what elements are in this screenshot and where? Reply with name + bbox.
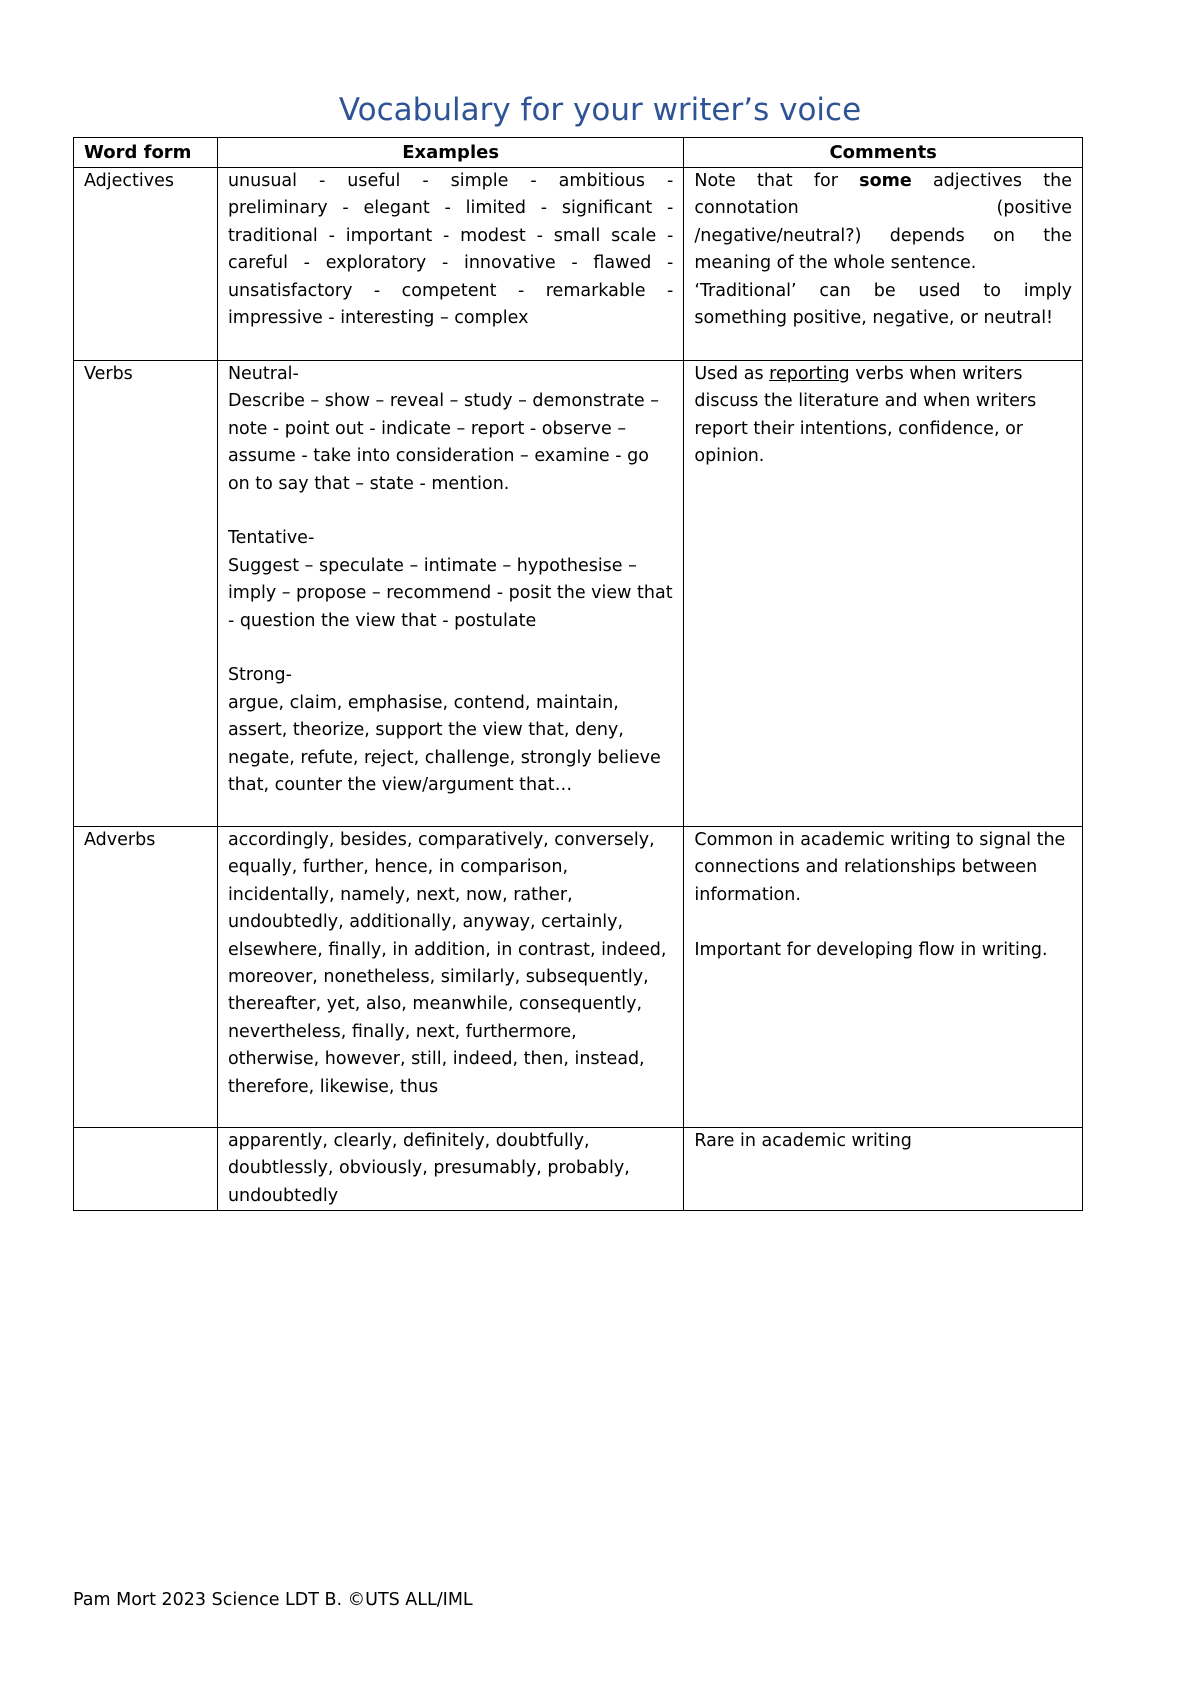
rare-adverbs-list: apparently, clearly, definitely, doubtfully, doubtlessly, obviously, presumably, probably, undoubtedly	[227, 1131, 630, 1206]
examples-line: unusual - useful - simple - ambitious -	[227, 171, 674, 191]
comments-cell	[684, 827, 1083, 1128]
word-form-cell	[74, 827, 218, 1128]
header-word-form: Word form	[74, 138, 218, 168]
comment-line: Note that for some adjectives the	[694, 171, 1072, 191]
strong-heading: Strong-	[227, 665, 292, 686]
comments-cell	[684, 168, 1083, 361]
comment-line: something positive, negative, or neutral!	[694, 308, 1054, 329]
reporting-underlined: reporting	[769, 364, 850, 384]
word-form-label: Verbs	[84, 364, 133, 384]
neutral-verbs: Describe – show – reveal – study – demonstrate – note - point out - indicate – report - observe – assume - take into consideration – examine - go on to say that – state - mention.	[227, 391, 659, 494]
comment-line: ‘Traditional’ can be used to imply	[694, 280, 1072, 301]
comments-cell	[684, 361, 1083, 827]
vocabulary-table	[73, 137, 1083, 1211]
examples-line: unsatisfactory - competent - remarkable -	[227, 280, 674, 301]
examples-line: traditional - important - modest - small scale -	[227, 225, 674, 246]
verbs-comment: Used as reporting verbs when writers discuss the literature and when writers report their intentions, confidence, or opinion.	[694, 364, 1037, 467]
table-header-row	[74, 138, 1083, 168]
examples-line: preliminary - elegant - limited - significant -	[227, 198, 674, 219]
emphasis-some: some	[859, 171, 912, 191]
comments-cell	[684, 1128, 1083, 1211]
examples-cell	[217, 361, 683, 827]
word-form-cell	[74, 361, 218, 827]
page-title: Vocabulary for your writer’s voice	[338, 92, 862, 128]
adverbs-comment-1: Common in academic writing to signal the connections and relationships between information.	[694, 830, 1066, 905]
table-row-adjectives	[74, 168, 1083, 361]
examples-cell	[217, 168, 683, 361]
rare-comment: Rare in academic writing	[694, 1131, 912, 1151]
tentative-heading: Tentative-	[227, 528, 315, 549]
examples-cell	[217, 827, 683, 1128]
word-form-label: Adverbs	[84, 830, 156, 850]
header-comments: Comments	[684, 138, 1083, 168]
word-form-cell	[74, 168, 218, 361]
header-examples: Examples	[217, 138, 683, 168]
table-row-adverbs	[74, 827, 1083, 1128]
page-footer: Pam Mort 2023 Science LDT B. ©UTS ALL/IML	[73, 1590, 473, 1610]
strong-verbs: argue, claim, emphasise, contend, maintain, assert, theorize, support the view that, deny, negate, refute, reject, challenge, strongly believe that, counter the view/argument that…	[227, 692, 661, 796]
comment-line: connotation (positive	[694, 198, 1072, 219]
table-row-verbs	[74, 361, 1083, 827]
adverbs-comment-2: Important for developing flow in writing.	[694, 939, 1048, 960]
comment-line: meaning of the whole sentence.	[694, 253, 977, 274]
word-form-cell	[74, 1128, 218, 1211]
examples-cell	[217, 1128, 683, 1211]
examples-line: impressive - interesting – complex	[227, 308, 529, 329]
word-form-label: Adjectives	[84, 171, 174, 191]
examples-line: careful - exploratory - innovative - flawed -	[227, 253, 674, 274]
comment-line: /negative/neutral?) depends on the	[694, 225, 1072, 246]
adverbs-list: accordingly, besides, comparatively, conversely, equally, further, hence, in comparison, incidentally, namely, next, now, rather, undoubtedly, additionally, anyway, certainly, elsewhere, finally, in addition, in contrast, indeed, moreover, nonetheless, similarly, subsequently, thereafter, yet, also, meanwhile, consequently, nevertheless, finally, next, furthermore, otherwise, however, still, indeed, then, instead, therefore, likewise, thus	[227, 830, 667, 1097]
neutral-heading: Neutral-	[227, 364, 299, 384]
table-row-rare-adverbs	[74, 1128, 1083, 1211]
tentative-verbs: Suggest – speculate – intimate – hypothesise – imply – propose – recommend - posit the view that - question the view that - postulate	[227, 555, 673, 631]
